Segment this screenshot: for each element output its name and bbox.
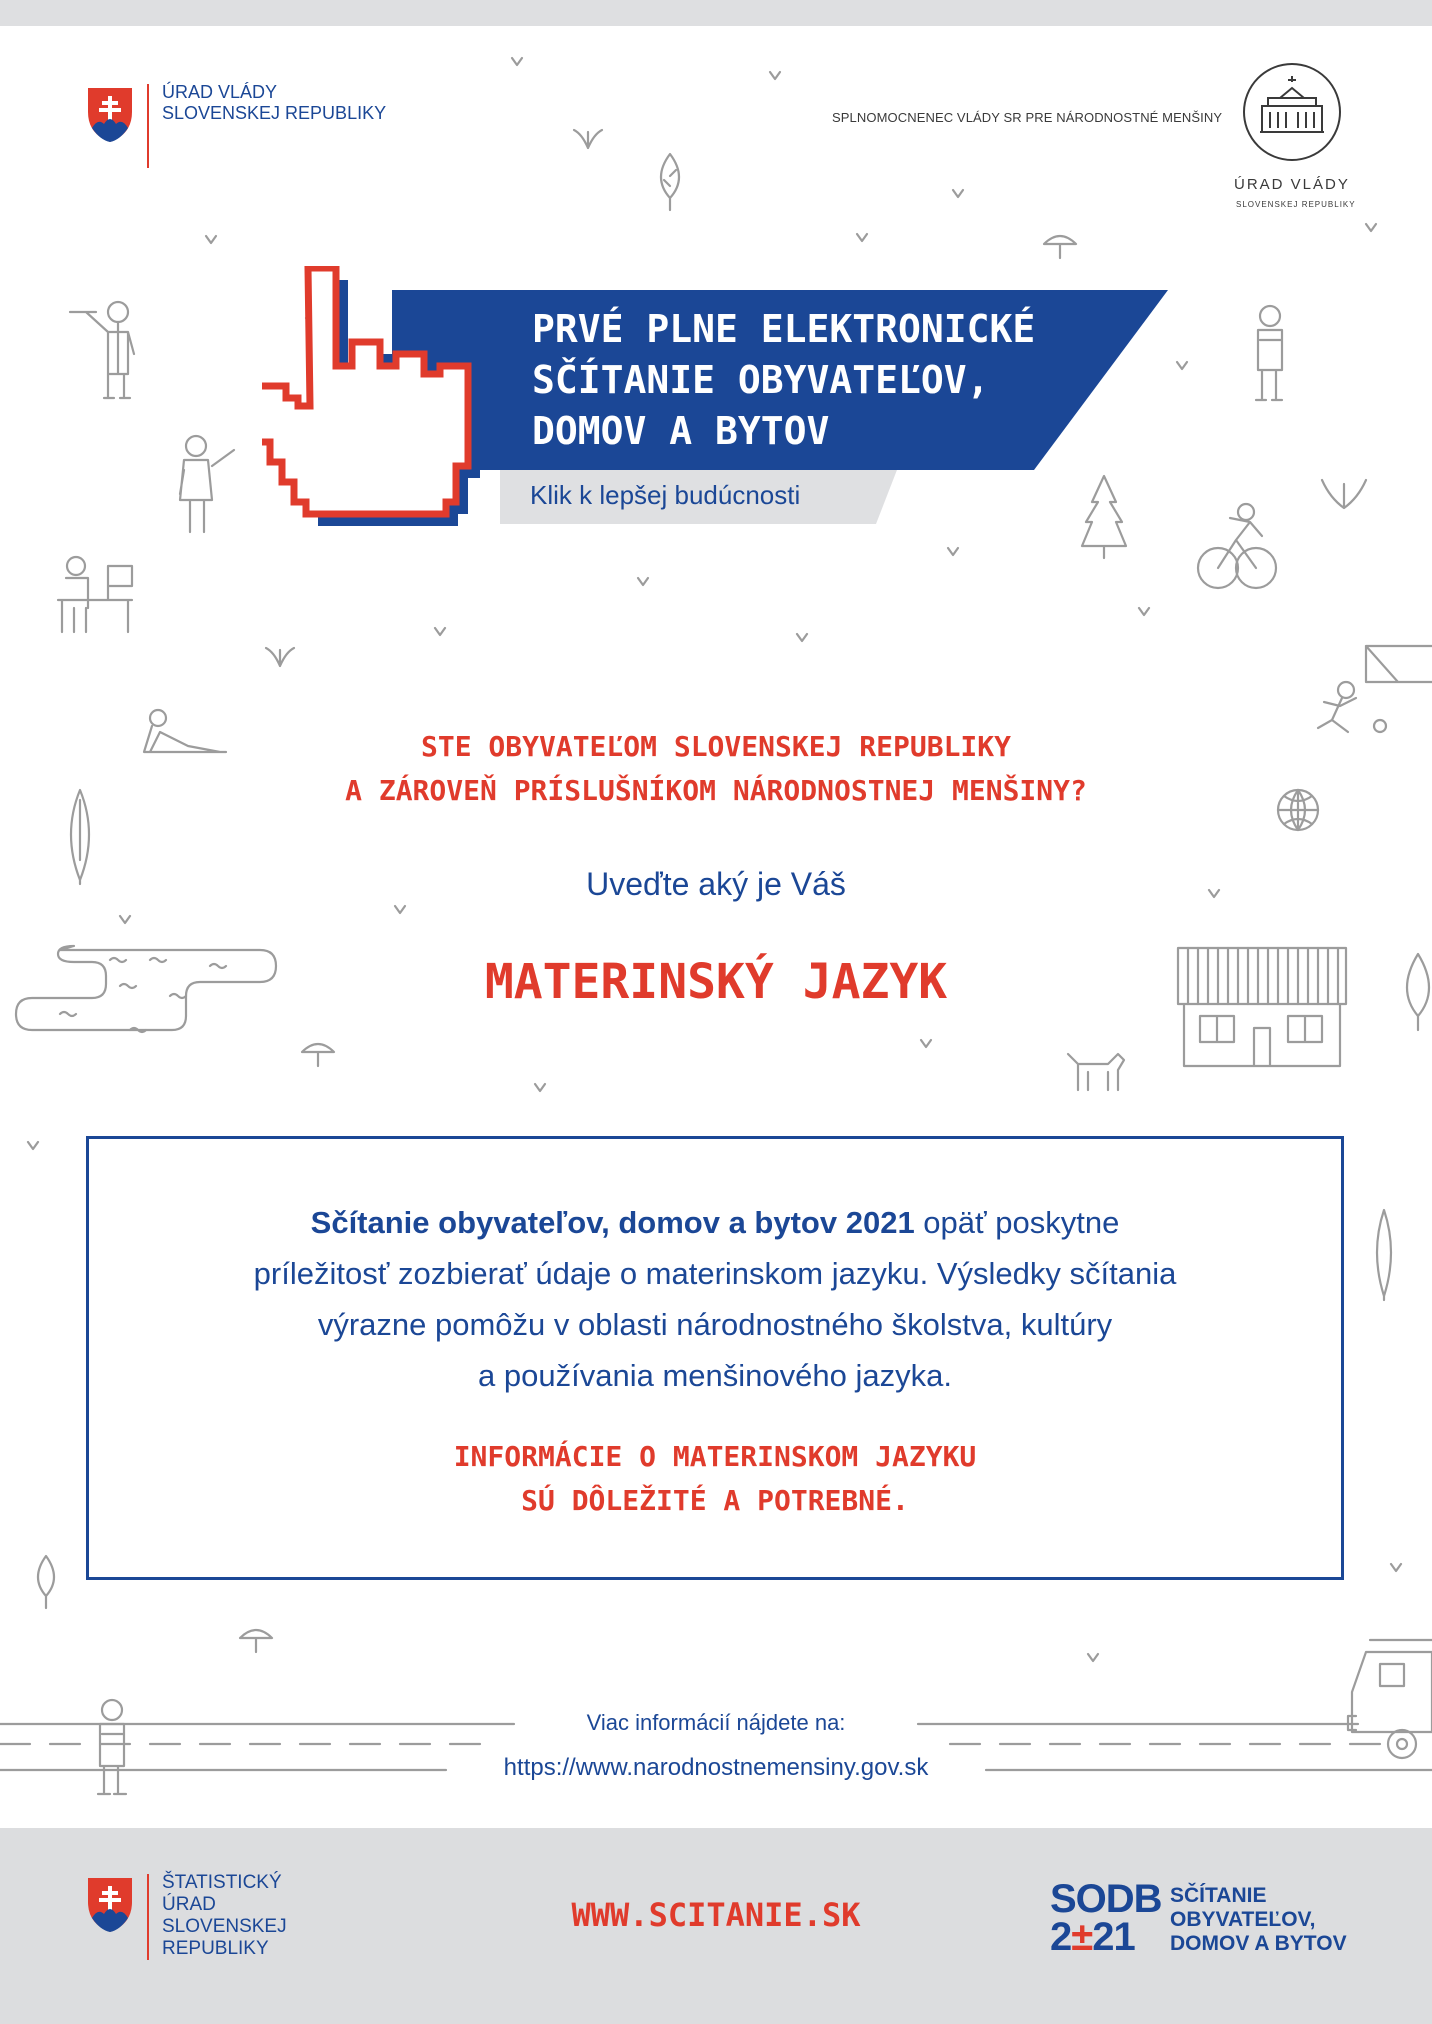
slovak-coat-of-arms-icon — [86, 86, 134, 144]
sodb-year-a: 2 — [1050, 1915, 1072, 1959]
banner-subtitle: Klik k lepšej budúcnosti — [530, 480, 801, 510]
info-line2: príležitosť zozbierať údaje o materinskom jazyku. Výsledky sčítania — [253, 1256, 1177, 1291]
sodb-logo-text — [1170, 1884, 1347, 1956]
question-line1: STE OBYVATEĽOM SLOVENSKEJ REPUBLIKY — [420, 730, 1011, 763]
footer-website-link[interactable]: WWW.SCITANIE.SK — [571, 1896, 861, 1934]
urad-line1: ÚRAD VLÁDY — [162, 82, 278, 102]
tree-right-mid — [1377, 1210, 1391, 1300]
person-waiter — [70, 302, 134, 398]
banner-title-line1: PRVÉ PLNE ELEKTRONICKÉ — [532, 307, 1036, 351]
person-woman — [180, 436, 234, 532]
sodb-line1: SČÍTANIE — [1170, 1884, 1267, 1907]
sodb-year-c: 21 — [1092, 1915, 1135, 1959]
right-logo-line1: ÚRAD VLÁDY — [1234, 176, 1350, 193]
info-paragraph — [89, 1197, 1341, 1401]
sodb-top: SODB — [1050, 1877, 1162, 1921]
note-line1: INFORMÁCIE O MATERINSKOM JAZYKU — [453, 1440, 977, 1473]
van — [1348, 1640, 1432, 1758]
emphasis-heading: MATERINSKÝ JAZYK — [484, 954, 948, 1010]
question-line2: A ZÁROVEŇ PRÍSLUŠNÍKOM NÁRODNOSTNEJ MENŠINY? — [345, 774, 1087, 807]
info-line3: výrazne pomôžu v oblasti národnostného školstva, kultúry — [317, 1307, 1113, 1342]
su-line1: ŠTATISTICKÝ — [162, 1872, 282, 1893]
info-box — [86, 1136, 1344, 1580]
cyclist — [1198, 504, 1276, 588]
government-building-seal-icon — [1240, 56, 1344, 168]
info-bold-lead: Sčítanie obyvateľov, domov a bytov 2021 — [310, 1205, 915, 1240]
logo-divider — [147, 84, 149, 168]
sodb-logo — [1050, 1877, 1162, 1959]
urad-vlady-logo-text — [162, 82, 386, 124]
right-logo-line2: SLOVENSKEJ REPUBLIKY — [1236, 200, 1356, 209]
banner-title-line2: SČÍTANIE OBYVATEĽOV, — [532, 358, 990, 402]
more-info-label: Viac informácií nájdete na: — [586, 1710, 846, 1735]
info-note — [89, 1435, 1341, 1523]
dog — [1068, 1054, 1124, 1090]
urad-line2: SLOVENSKEJ REPUBLIKY — [162, 103, 387, 123]
su-line3: SLOVENSKEJ — [162, 1916, 287, 1937]
banner-title-line3: DOMOV A BYTOV — [532, 409, 830, 453]
info-text-1: opäť poskytne — [914, 1205, 1120, 1240]
sodb-line2: OBYVATEĽOV, — [1170, 1908, 1316, 1931]
prompt-text: Uveďte aký je Váš — [586, 866, 846, 902]
sodb-year — [1050, 1915, 1162, 1959]
person-bench — [58, 557, 132, 632]
su-line4: REPUBLIKY — [162, 1938, 269, 1959]
su-line2: ÚRAD — [162, 1894, 216, 1915]
splnomocnenec-label: SPLNOMOCNENEC VLÁDY SR PRE NÁRODNOSTNÉ MENŠINY — [832, 110, 1223, 125]
more-info-url-link[interactable]: https://www.narodnostnemensiny.gov.sk — [503, 1754, 929, 1781]
sodb-year-b: ± — [1071, 1915, 1093, 1959]
note-line2: SÚ DÔLEŽITÉ A POTREBNÉ. — [521, 1484, 909, 1517]
info-line4: a používania menšinového jazyka. — [478, 1358, 952, 1393]
runner — [1318, 646, 1432, 732]
sodb-line3: DOMOV A BYTOV — [1170, 1932, 1347, 1955]
banner-title — [532, 304, 1092, 457]
person-standing-right — [1256, 306, 1282, 400]
